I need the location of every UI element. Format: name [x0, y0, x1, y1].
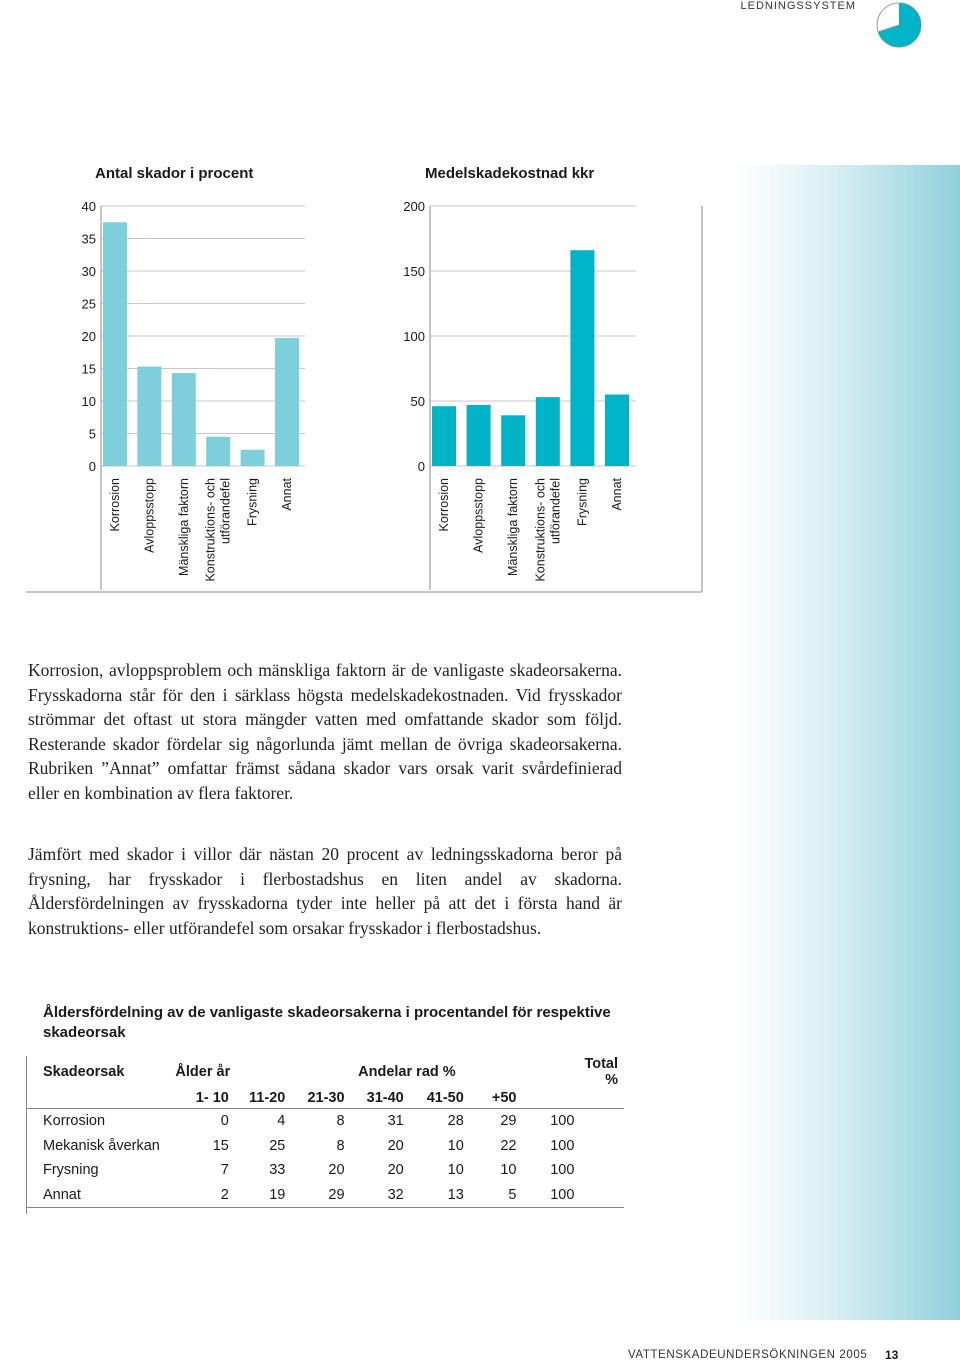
- y-tick-label: 40: [81, 199, 96, 214]
- category-label: Annat: [610, 478, 624, 511]
- chart-title-antal: Antal skador i procent: [95, 165, 254, 182]
- table-row: [26, 1134, 624, 1159]
- bar-3: [501, 415, 525, 466]
- bar-6: [275, 338, 299, 466]
- row-label: Annat: [43, 1186, 81, 1203]
- chart-antal-skador: [82, 199, 305, 590]
- category-label: utförandefel: [548, 478, 563, 545]
- table-cell: 28: [447, 1113, 464, 1130]
- category-label: Konstruktions- och: [203, 478, 218, 582]
- table-cell: 13: [447, 1186, 464, 1203]
- y-tick-label: 150: [403, 264, 425, 279]
- chart-title-kostnad: Medelskadekostnad kkr: [425, 165, 595, 182]
- y-tick-label: 200: [403, 199, 425, 214]
- body-paragraph-2: Jämfört med skador i villor där nästan 20 procent av ledningsskadorna beror på frysning, har frysskador i flerbostadshus en liten andel av skadorna. Åldersfördelningen av frysskadorna tyder inte heller på att det i första hand är konstruktions- eller utförandefel som orsakar frysskador i flerbostadshus.: [28, 844, 622, 938]
- table-cell: 8: [336, 1137, 345, 1154]
- table-row: [26, 1109, 624, 1134]
- table-cell: 25: [269, 1137, 286, 1154]
- charts-panel: [0, 0, 720, 600]
- category-label: Avloppsstopp: [142, 478, 157, 553]
- row-label: Korrosion: [43, 1113, 106, 1130]
- category-label: Frysning: [245, 478, 260, 526]
- table-cell: 7: [220, 1162, 229, 1179]
- table-cell: 29: [500, 1113, 517, 1130]
- category-label: Frysning: [575, 478, 590, 526]
- category-label: Mänskliga faktorn: [506, 478, 521, 576]
- footer-publication: VATTENSKADEUNDERSÖKNINGEN 2005: [628, 1349, 868, 1361]
- table-cell: 15: [212, 1137, 229, 1154]
- table-cell: 22: [500, 1137, 517, 1154]
- chart-medelskadekostnad: [403, 199, 636, 590]
- y-tick-label: 50: [410, 394, 425, 409]
- table-cell: 4: [277, 1113, 286, 1130]
- bar-4: [536, 397, 560, 466]
- category-label: Mänskliga faktorn: [176, 478, 191, 576]
- table-cell: 20: [387, 1137, 404, 1154]
- age-col-header: 21-30: [307, 1090, 345, 1106]
- header-total: Total %: [584, 1056, 618, 1088]
- table-cell: 31: [387, 1113, 404, 1130]
- y-tick-label: 10: [81, 394, 96, 409]
- age-col-header: 41-50: [426, 1090, 464, 1106]
- table-cell: 0: [220, 1113, 229, 1130]
- y-tick-label: 30: [81, 264, 96, 279]
- table-title: Åldersfördelning av de vanligaste skadeorsakerna i procentandel för respektive skadeorsak: [43, 1004, 611, 1041]
- bar-4: [206, 437, 230, 466]
- bar-6: [605, 395, 629, 467]
- y-tick-label: 0: [88, 459, 96, 474]
- y-tick-label: 5: [88, 426, 96, 442]
- bar-5: [241, 450, 265, 466]
- category-label: Annat: [280, 478, 294, 511]
- header-alder: Ålder år: [175, 1064, 231, 1080]
- table-row: [26, 1158, 624, 1183]
- bar-2: [467, 405, 491, 466]
- table-cell: 20: [328, 1162, 345, 1179]
- table-cell: 10: [447, 1162, 464, 1179]
- table-cell: 32: [387, 1186, 404, 1203]
- decorative-side-gradient: [735, 165, 960, 1320]
- header-skadeorsak: Skadeorsak: [43, 1064, 125, 1080]
- age-col-header: 31-40: [366, 1090, 404, 1106]
- row-total: 100: [550, 1162, 575, 1179]
- table-cell: 5: [508, 1186, 517, 1203]
- age-col-header: 1- 10: [195, 1090, 229, 1106]
- age-col-header: 11-20: [249, 1090, 286, 1106]
- category-label: Korrosion: [108, 478, 122, 532]
- bar-1: [432, 406, 456, 466]
- row-total: 100: [550, 1186, 575, 1203]
- table-cell: 29: [328, 1186, 345, 1203]
- y-tick-label: 15: [81, 361, 96, 377]
- pie-logo-icon: [874, 0, 924, 50]
- y-tick-label: 100: [403, 329, 425, 344]
- table-header-row-1: [26, 1056, 624, 1088]
- age-col-header: +50: [491, 1090, 517, 1106]
- bar-5: [570, 250, 594, 466]
- y-tick-label: 25: [81, 296, 96, 312]
- page-number: 13: [885, 1348, 899, 1362]
- bar-3: [172, 373, 196, 466]
- table-cell: 20: [387, 1162, 404, 1179]
- header-andelar: Andelar rad %: [358, 1064, 456, 1080]
- table-cell: 19: [269, 1186, 286, 1203]
- body-paragraph-1: Korrosion, avloppsproblem och mänskliga faktorn är de vanligaste skadeorsakerna. Frysskadorna står för den i särklass högsta medelskadekostnaden. Vid frysskador strömmar det oftast ut stora mängder vatten med omfattande skador som följd. Resterande skador fördelar sig någorlunda jämt mellan de övriga skadeorsakerna. Rubriken ”Annat” omfattar främst sådana skador vars orsak varit svårdefinierad eller en kombination av flera faktorer.: [28, 660, 622, 803]
- table-cell: 8: [336, 1113, 345, 1130]
- section-label: LEDNINGSSYSTEM: [740, 0, 856, 12]
- category-label: Konstruktions- och: [533, 478, 548, 582]
- row-label: Mekanisk åverkan: [43, 1137, 160, 1154]
- category-label: Avloppsstopp: [471, 478, 486, 553]
- table-cell: 10: [447, 1137, 464, 1154]
- row-label: Frysning: [43, 1162, 99, 1179]
- y-tick-label: 0: [417, 459, 425, 474]
- y-tick-label: 20: [81, 329, 96, 344]
- bar-2: [137, 367, 161, 466]
- category-label: utförandefel: [218, 478, 233, 545]
- y-tick-label: 35: [81, 231, 96, 247]
- table-cell: 2: [220, 1186, 229, 1203]
- age-distribution-table: [26, 1056, 624, 1208]
- row-total: 100: [550, 1137, 575, 1154]
- table-header-row-2: [26, 1088, 624, 1109]
- bar-1: [103, 222, 127, 466]
- table-cell: 33: [269, 1162, 286, 1179]
- table-cell: 10: [500, 1162, 517, 1179]
- category-label: Korrosion: [437, 478, 451, 532]
- row-total: 100: [550, 1113, 575, 1130]
- table-row: [26, 1183, 624, 1208]
